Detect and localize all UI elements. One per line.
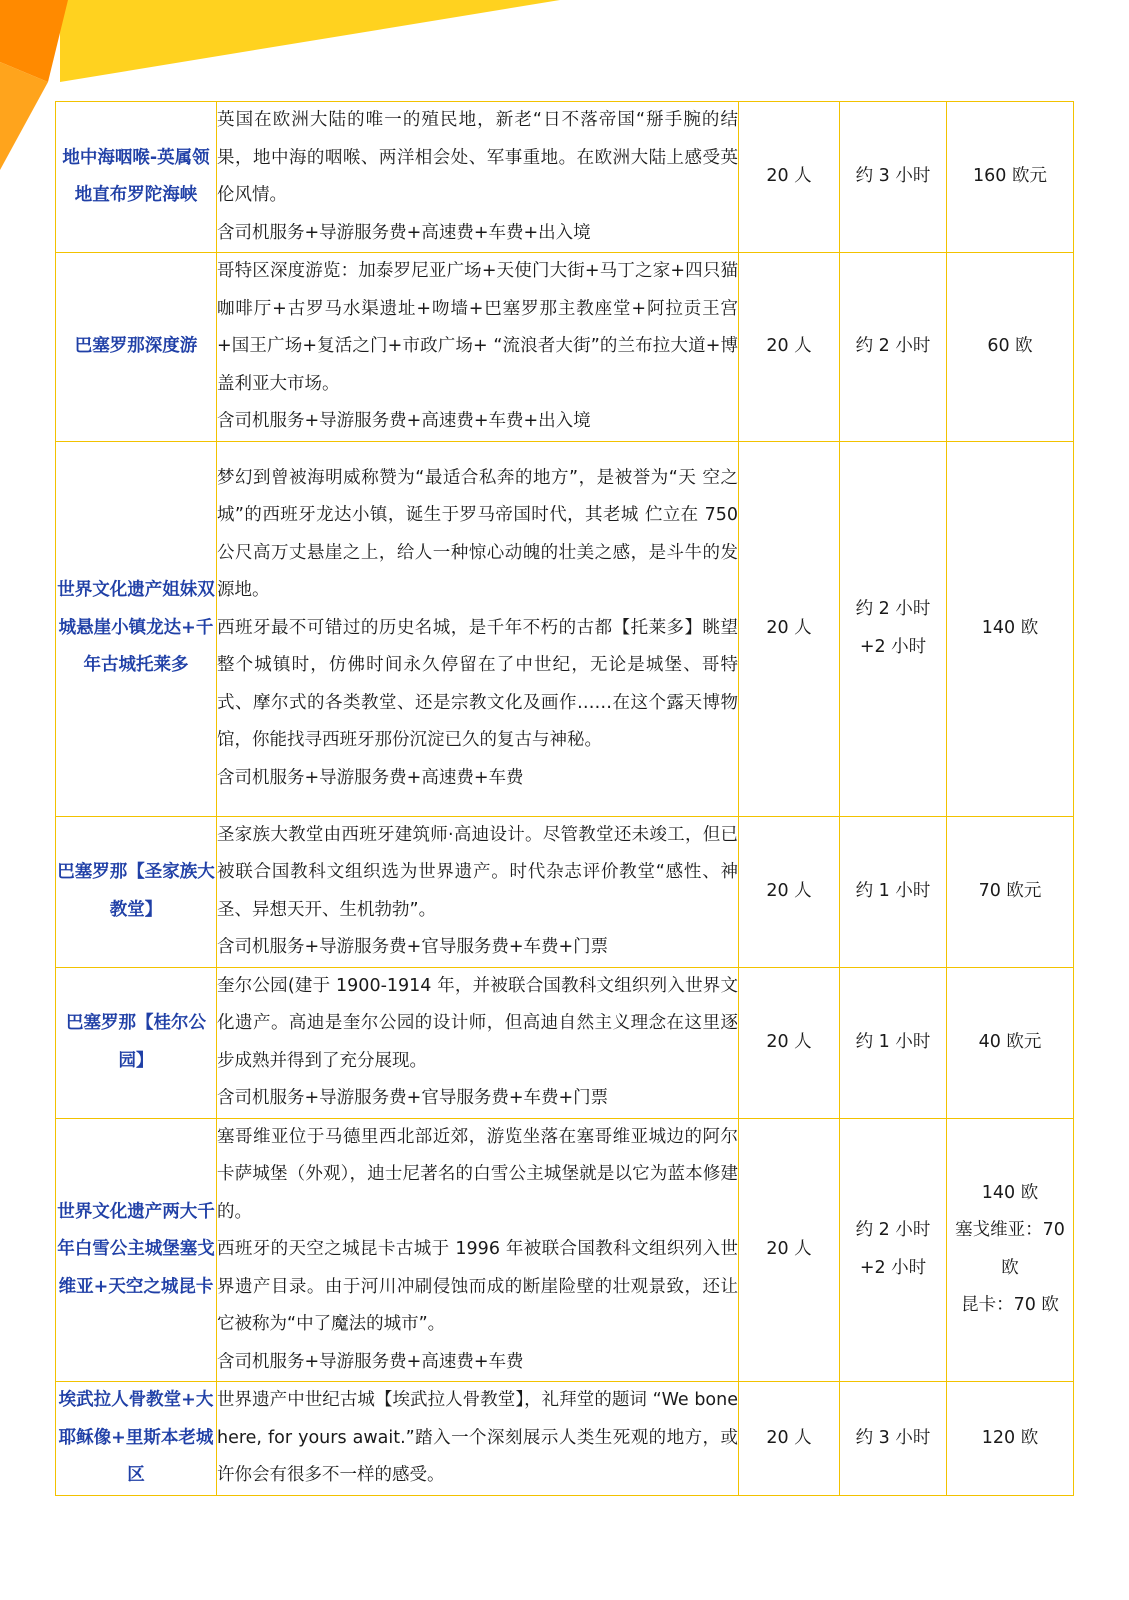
table-row: [56, 253, 1074, 442]
duration: 约 1 小时: [840, 816, 947, 967]
includes-text: 含司机服务+导游服务费+高速费+车费+出入境: [217, 411, 591, 431]
description-text: 哥特区深度游览：加泰罗尼亚广场+天使门大街+马丁之家+四只猫咖啡厅+古罗马水渠遗址+吻墙+巴塞罗那主教座堂+阿拉贡王宫+国王广场+复活之门+市政广场+ “流浪者大街”的兰布拉大道+博盖利亚大市场。: [217, 261, 738, 394]
duration: 约 3 小时: [840, 1382, 947, 1496]
tour-description: [217, 102, 739, 253]
price-line: 60 欧: [987, 336, 1033, 356]
tour-description: [217, 1118, 739, 1382]
duration: [840, 441, 947, 816]
people-count: 20 人: [739, 1118, 840, 1382]
tour-description: [217, 816, 739, 967]
price: [947, 102, 1074, 253]
table-row: [56, 102, 1074, 253]
price-line: 160 欧元: [973, 166, 1047, 187]
tour-description: [217, 253, 739, 442]
tour-name: 地中海咽喉-英属领地直布罗陀海峡: [56, 102, 217, 253]
description-text: 世界遗产中世纪古城【埃武拉人骨教堂】，礼拜堂的题词 “We bone here, for yours await.”踏入一个深刻展示人类生死观的地方，或许你会有很多不一样的感受。: [217, 1390, 738, 1485]
tour-description: [217, 441, 739, 816]
price-line: 140 欧: [981, 1182, 1039, 1203]
duration: 约 2 小时: [840, 253, 947, 442]
price-line: 昆卡：70 欧: [961, 1295, 1059, 1316]
people-count: 20 人: [739, 441, 840, 816]
duration: 约 1 小时: [840, 967, 947, 1118]
duration-extra: +2 小时: [859, 636, 927, 657]
price: [947, 253, 1074, 442]
people-count: 20 人: [739, 967, 840, 1118]
price-line: 70 欧元: [978, 880, 1042, 901]
description-text-2: 西班牙最不可错过的历史名城，是千年不朽的古都【托莱多】眺望整个城镇时，仿佛时间永久停留在了中世纪，无论是城堡、哥特式、摩尔式的各类教堂、还是宗教文化及画作……在这个露天博物馆，你能找寻西班牙那份沉淀已久的复古与神秘。: [217, 617, 738, 751]
tour-name: 埃武拉人骨教堂+大耶稣像+里斯本老城区: [56, 1382, 217, 1496]
duration: [840, 1118, 947, 1382]
price: [947, 816, 1074, 967]
description-text: 英国在欧洲大陆的唯一的殖民地，新老“日不落帝国“掰手腕的结果，地中海的咽喉、两洋相会处、军事重地。在欧洲大陆上感受英伦风情。: [217, 110, 738, 205]
duration-line: 约 2 小时: [855, 599, 931, 619]
tour-name: 世界文化遗产两大千年白雪公主城堡塞戈维亚+天空之城昆卡: [56, 1118, 217, 1382]
table-row: [56, 1382, 1074, 1496]
tour-name: 巴塞罗那【桂尔公园】: [56, 967, 217, 1118]
people-count: 20 人: [739, 253, 840, 442]
includes-text: 含司机服务+导游服务费+官导服务费+车费+门票: [217, 1088, 609, 1108]
price: [947, 1118, 1074, 1382]
price-line: 120 欧: [981, 1427, 1039, 1448]
tour-description: [217, 967, 739, 1118]
price-line: 塞戈维亚：70 欧: [955, 1220, 1065, 1278]
includes-text: 含司机服务+导游服务费+高速费+车费: [217, 1351, 524, 1372]
table-row: [56, 441, 1074, 816]
price: [947, 441, 1074, 816]
tour-name: 世界文化遗产姐妹双城悬崖小镇龙达+千年古城托莱多: [56, 441, 217, 816]
people-count: 20 人: [739, 102, 840, 253]
includes-text: 含司机服务+导游服务费+高速费+车费+出入境: [217, 222, 591, 243]
description-text-2: 西班牙的天空之城昆卡古城于 1996 年被联合国教科文组织列入世界遗产目录。由于河川冲刷侵蚀而成的断崖险壁的壮观景致，还让它被称为“中了魔法的城市”。: [217, 1239, 738, 1334]
tour-name: 巴塞罗那【圣家族大教堂】: [56, 816, 217, 967]
price: [947, 967, 1074, 1118]
tour-description: [217, 1382, 739, 1496]
people-count: 20 人: [739, 1382, 840, 1496]
includes-text: 含司机服务+导游服务费+高速费+车费: [217, 767, 524, 788]
table-row: [56, 816, 1074, 967]
description-text: 圣家族大教堂由西班牙建筑师·高迪设计。尽管教堂还未竣工，但已被联合国教科文组织选为世界遗产。时代杂志评价教堂“感性、神圣、异想天开、生机勃勃”。: [217, 824, 738, 920]
includes-text: 含司机服务+导游服务费+官导服务费+车费+门票: [217, 937, 609, 957]
duration-extra: +2 小时: [859, 1257, 927, 1278]
duration: 约 3 小时: [840, 102, 947, 253]
people-count: 20 人: [739, 816, 840, 967]
tour-name: 巴塞罗那深度游: [56, 253, 217, 442]
description-text: 塞哥维亚位于马德里西北部近郊，游览坐落在塞哥维亚城边的阿尔卡萨城堡（外观），迪士尼著名的白雪公主城堡就是以它为蓝本修建的。: [217, 1126, 738, 1222]
table-row: [56, 1118, 1074, 1382]
description-text: 奎尔公园(建于 1900-1914 年，并被联合国教科文组织列入世界文化遗产。高迪是奎尔公园的设计师，但高迪自然主义理念在这里逐步成熟并得到了充分展现。: [217, 975, 738, 1071]
price-line: 40 欧元: [978, 1031, 1042, 1052]
description-text: 梦幻到曾被海明威称赞为“最适合私奔的地方”，是被誉为“天 空之城”的西班牙龙达小镇，诞生于罗马帝国时代，其老城 伫立在 750 公尺高万丈悬崖之上，给人一种惊心动魄的壮美之感，是斗牛的发源地。: [217, 467, 738, 601]
yellow-stripe: [60, 0, 560, 82]
price: [947, 1382, 1074, 1496]
tour-table: [55, 101, 1074, 1496]
duration-line: 约 2 小时: [855, 1220, 931, 1241]
price-line: 140 欧: [981, 617, 1039, 638]
table-row: [56, 967, 1074, 1118]
